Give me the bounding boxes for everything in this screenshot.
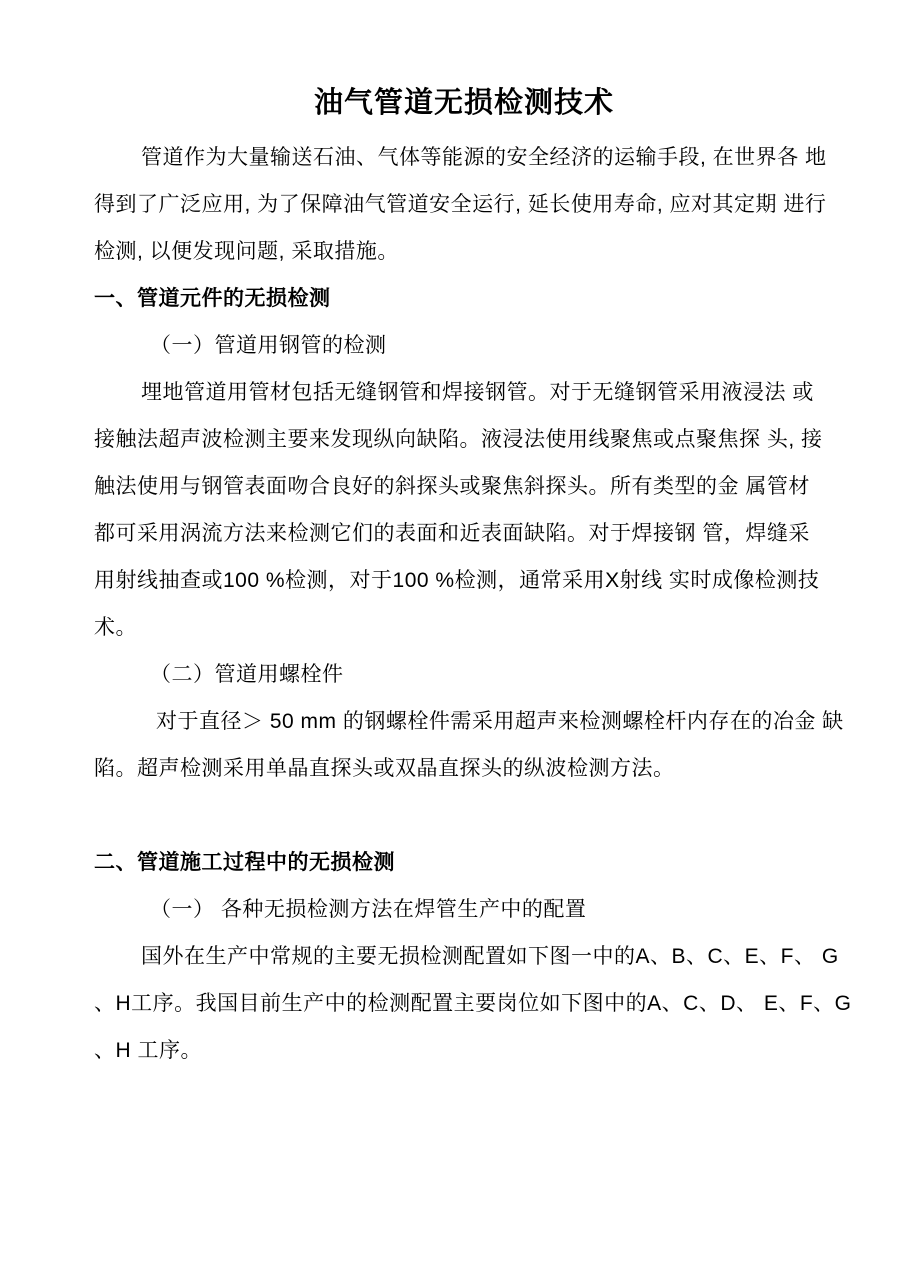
paragraph-line: 检测, 以便发现问题, 采取措施。 [94, 240, 399, 263]
paragraph-line: 国外在生产中常规的主要无损检测配置如下图一中的A、B、C、E、F、 G [141, 945, 839, 968]
paragraph-line: 都可采用涡流方法来检测它们的表面和近表面缺陷。对于焊接钢 管，焊缝采 [94, 522, 810, 545]
paragraph-line: 术。 [94, 616, 137, 639]
subsection-heading-1-2: （二）管道用螺栓件 [150, 663, 344, 686]
paragraph-line: 得到了广泛应用, 为了保障油气管道安全运行, 延长使用寿命, 应对其定期 进行 [94, 193, 827, 216]
section-heading-2: 二、管道施工过程中的无损检测 [94, 851, 395, 874]
paragraph-line: 、H 工序。 [94, 1039, 202, 1062]
paragraph-line: 接触法超声波检测主要来发现纵向缺陷。液浸法使用线聚焦或点聚焦探 头, 接 [94, 428, 823, 451]
paragraph-line: 陷。超声检测采用单晶直探头或双晶直探头的纵波检测方法。 [94, 757, 675, 780]
paragraph-line: 埋地管道用管材包括无缝钢管和焊接钢管。对于无缝钢管采用液浸法 或 [141, 381, 814, 404]
paragraph-line: 对于直径＞ 50 mm 的钢螺栓件需采用超声来检测螺栓杆内存在的冶金 缺 [156, 710, 844, 733]
paragraph-line: 、H工序。我国目前生产中的检测配置主要岗位如下图中的A、C、D、 E、F、G [94, 992, 852, 1015]
paragraph-line: 管道作为大量输送石油、气体等能源的安全经济的运输手段, 在世界各 地 [141, 146, 827, 169]
paragraph-line: 用射线抽查或100 %检测，对于100 %检测，通常采用X射线 实时成像检测技 [94, 569, 820, 592]
subsection-heading-2-1: （一） 各种无损检测方法在焊管生产中的配置 [150, 898, 587, 921]
paragraph-line: 触法使用与钢管表面吻合良好的斜探头或聚焦斜探头。所有类型的金 属管材 [94, 475, 810, 498]
page-title: 油气管道无损检测技术 [313, 87, 614, 119]
section-heading-1: 一、管道元件的无损检测 [94, 287, 331, 310]
blank-line [94, 792, 834, 839]
subsection-heading-1-1: （一）管道用钢管的检测 [150, 334, 387, 357]
